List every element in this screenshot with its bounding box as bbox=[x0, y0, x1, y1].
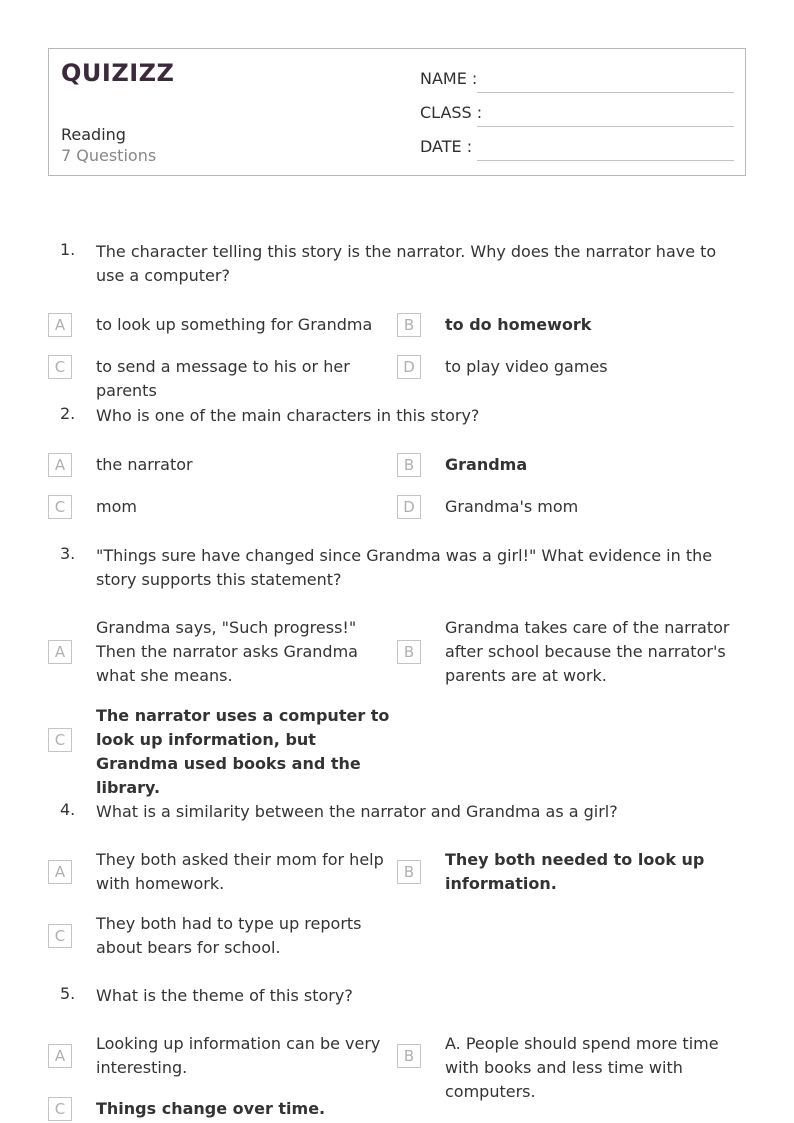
option-text-correct[interactable]: Grandma bbox=[445, 455, 528, 474]
option-text[interactable]: Grandma says, "Such progress!" Then the narrator asks Grandma what she means. bbox=[96, 618, 358, 685]
question-number: 1. bbox=[60, 240, 76, 259]
option-text[interactable]: Looking up information can be very interesting. bbox=[96, 1034, 381, 1077]
question-text: Who is one of the main characters in this story? bbox=[96, 406, 480, 425]
option-letter-box[interactable]: A bbox=[48, 313, 72, 337]
quizizz-logo: QUIZIZZ bbox=[61, 59, 175, 87]
worksheet-title: Reading bbox=[61, 125, 126, 144]
question-text: "Things sure have changed since Grandma was a girl!" What evidence in the story supports this statement? bbox=[96, 546, 713, 589]
question-text: What is the theme of this story? bbox=[96, 986, 353, 1005]
option-text[interactable]: to play video games bbox=[445, 357, 608, 376]
date-label: DATE : bbox=[420, 137, 473, 156]
option-letter-box[interactable]: C bbox=[48, 1097, 72, 1121]
option-letter-box[interactable]: C bbox=[48, 728, 72, 752]
option-letter-box[interactable]: C bbox=[48, 924, 72, 948]
option-text[interactable]: They both had to type up reports about bears for school. bbox=[96, 914, 362, 957]
question-number: 2. bbox=[60, 404, 76, 423]
worksheet-header bbox=[48, 48, 746, 176]
class-label: CLASS : bbox=[420, 103, 483, 122]
option-text-correct[interactable]: to do homework bbox=[445, 315, 592, 334]
question-text: What is a similarity between the narrator and Grandma as a girl? bbox=[96, 802, 618, 821]
option-text[interactable]: to look up something for Grandma bbox=[96, 315, 373, 334]
option-letter-box[interactable]: D bbox=[397, 495, 421, 519]
option-letter-box[interactable]: B bbox=[397, 860, 421, 884]
question-count: 7 Questions bbox=[61, 146, 157, 165]
option-letter-box[interactable]: B bbox=[397, 313, 421, 337]
question-number: 3. bbox=[60, 544, 76, 563]
option-text[interactable]: A. People should spend more time with books and less time with computers. bbox=[445, 1034, 719, 1101]
option-letter-box[interactable]: A bbox=[48, 1044, 72, 1068]
option-text[interactable]: Grandma's mom bbox=[445, 497, 579, 516]
option-letter-box[interactable]: A bbox=[48, 453, 72, 477]
option-text[interactable]: They both asked their mom for help with homework. bbox=[96, 850, 384, 893]
option-letter-box[interactable]: B bbox=[397, 453, 421, 477]
name-field[interactable] bbox=[420, 69, 734, 93]
option-letter-box[interactable]: B bbox=[397, 640, 421, 664]
option-text[interactable]: the narrator bbox=[96, 455, 193, 474]
option-text-correct[interactable]: They both needed to look up information. bbox=[445, 850, 705, 893]
option-letter-box[interactable]: A bbox=[48, 640, 72, 664]
option-text[interactable]: Grandma takes care of the narrator after school because the narrator's parents are at work. bbox=[445, 618, 730, 685]
date-field[interactable] bbox=[420, 137, 734, 161]
option-letter-box[interactable]: D bbox=[397, 355, 421, 379]
question-number: 5. bbox=[60, 984, 76, 1003]
option-letter-box[interactable]: A bbox=[48, 860, 72, 884]
question-number: 4. bbox=[60, 800, 76, 819]
question-text: The character telling this story is the narrator. Why does the narrator have to use a computer? bbox=[96, 242, 717, 285]
date-line[interactable] bbox=[477, 160, 734, 161]
option-letter-box[interactable]: B bbox=[397, 1044, 421, 1068]
option-text-correct[interactable]: The narrator uses a computer to look up information, but Grandma used books and the library. bbox=[96, 706, 390, 797]
option-letter-box[interactable]: C bbox=[48, 355, 72, 379]
option-text-correct[interactable]: Things change over time. bbox=[96, 1099, 326, 1118]
option-text[interactable]: mom bbox=[96, 497, 137, 516]
name-label: NAME : bbox=[420, 69, 478, 88]
option-letter-box[interactable]: C bbox=[48, 495, 72, 519]
option-text[interactable]: to send a message to his or her parents bbox=[96, 357, 350, 400]
name-line[interactable] bbox=[477, 92, 734, 93]
class-line[interactable] bbox=[477, 126, 734, 127]
class-field[interactable] bbox=[420, 103, 734, 127]
